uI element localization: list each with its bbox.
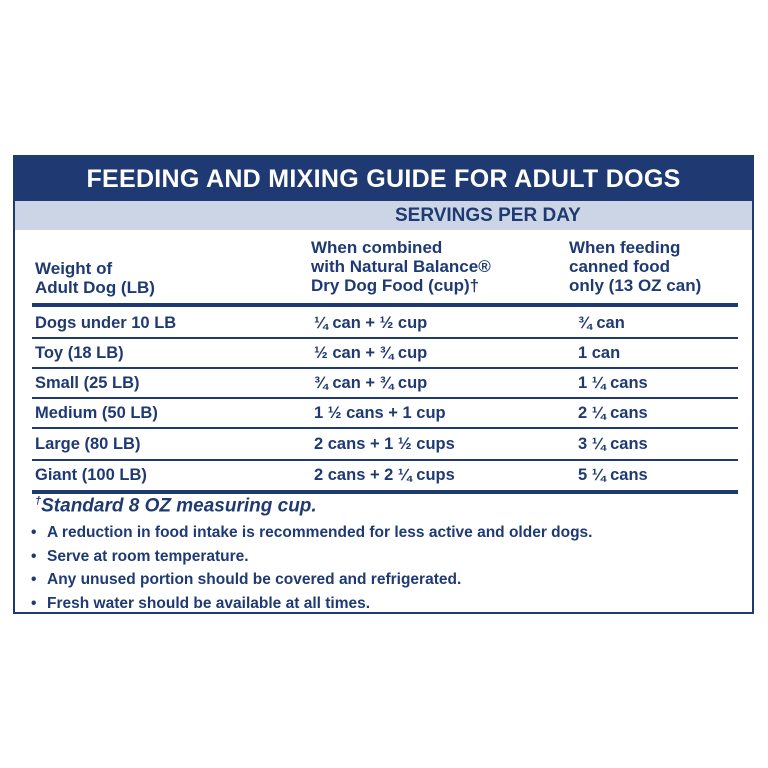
bullet-icon: • [31,524,37,541]
servings-per-day-label: SERVINGS PER DAY [395,205,581,226]
table-row [15,368,752,398]
canned-cell: 1 can [578,344,621,362]
weight-cell: Giant (100 LB) [35,466,147,484]
combined-cell: 2 cans + 1 ½ cups [314,435,455,453]
note-text: Fresh water should be available at all times. [47,594,371,612]
combined-cell: ½ can + ¾ cup [314,344,428,362]
table-bottom-divider [32,490,738,494]
column-header-weight-line: Weight of [35,259,113,278]
list-item [31,568,592,592]
list-item [31,545,592,569]
dagger-mark: † [35,495,42,507]
table-row [15,338,752,368]
column-header-combined [311,238,491,295]
list-item [31,592,592,616]
note-text: Any unused portion should be covered and refrigerated. [47,571,462,588]
column-header-canned-line: When feeding [569,238,681,257]
guide-title: FEEDING AND MIXING GUIDE FOR ADULT DOGS [15,157,752,201]
weight-cell: Medium (50 LB) [35,404,158,422]
column-header-combined-line: Dry Dog Food (cup)† [311,276,480,295]
servings-per-day-band [15,201,752,230]
weight-cell: Small (25 LB) [35,374,140,392]
table-row [15,398,752,428]
canned-cell: ¾ can [578,314,625,332]
bullet-icon: • [31,571,37,588]
footnote-text: Standard 8 OZ measuring cup. [41,495,317,517]
column-header-weight [35,259,155,297]
bullet-icon: • [31,594,37,612]
column-header-canned-line: canned food [569,257,671,276]
list-item [31,521,592,545]
canned-cell: 3 ¼ cans [578,435,648,453]
column-header-combined-line: with Natural Balance® [311,257,491,276]
combined-cell: ¼ can + ½ cup [314,314,428,332]
canned-cell: 1 ¼ cans [578,374,648,392]
weight-cell: Toy (18 LB) [35,344,124,362]
column-header-canned-line: only (13 OZ can) [569,276,702,295]
combined-cell: 2 cans + 2 ¼ cups [314,466,455,484]
table-row [15,308,752,338]
bullet-icon: • [31,547,37,565]
feeding-notes-list [31,521,592,615]
table-row [15,460,752,490]
canned-cell: 5 ¼ cans [578,466,648,484]
note-text: A reduction in food intake is recommended for less active and older dogs. [47,524,593,541]
feeding-guide-card [13,155,754,614]
weight-cell: Dogs under 10 LB [35,314,177,332]
canned-cell: 2 ¼ cans [578,404,648,422]
column-header-weight-line: Adult Dog (LB) [35,278,155,297]
weight-cell: Large (80 LB) [35,435,141,453]
column-header-canned [569,238,701,295]
combined-cell: 1 ½ cans + 1 cup [314,404,446,422]
combined-cell: ¾ can + ¾ cup [314,374,428,392]
column-header-combined-line: When combined [311,238,443,257]
note-text: Serve at room temperature. [47,547,249,565]
header-divider [32,303,738,307]
table-row [15,429,752,459]
measuring-cup-footnote [35,495,317,517]
